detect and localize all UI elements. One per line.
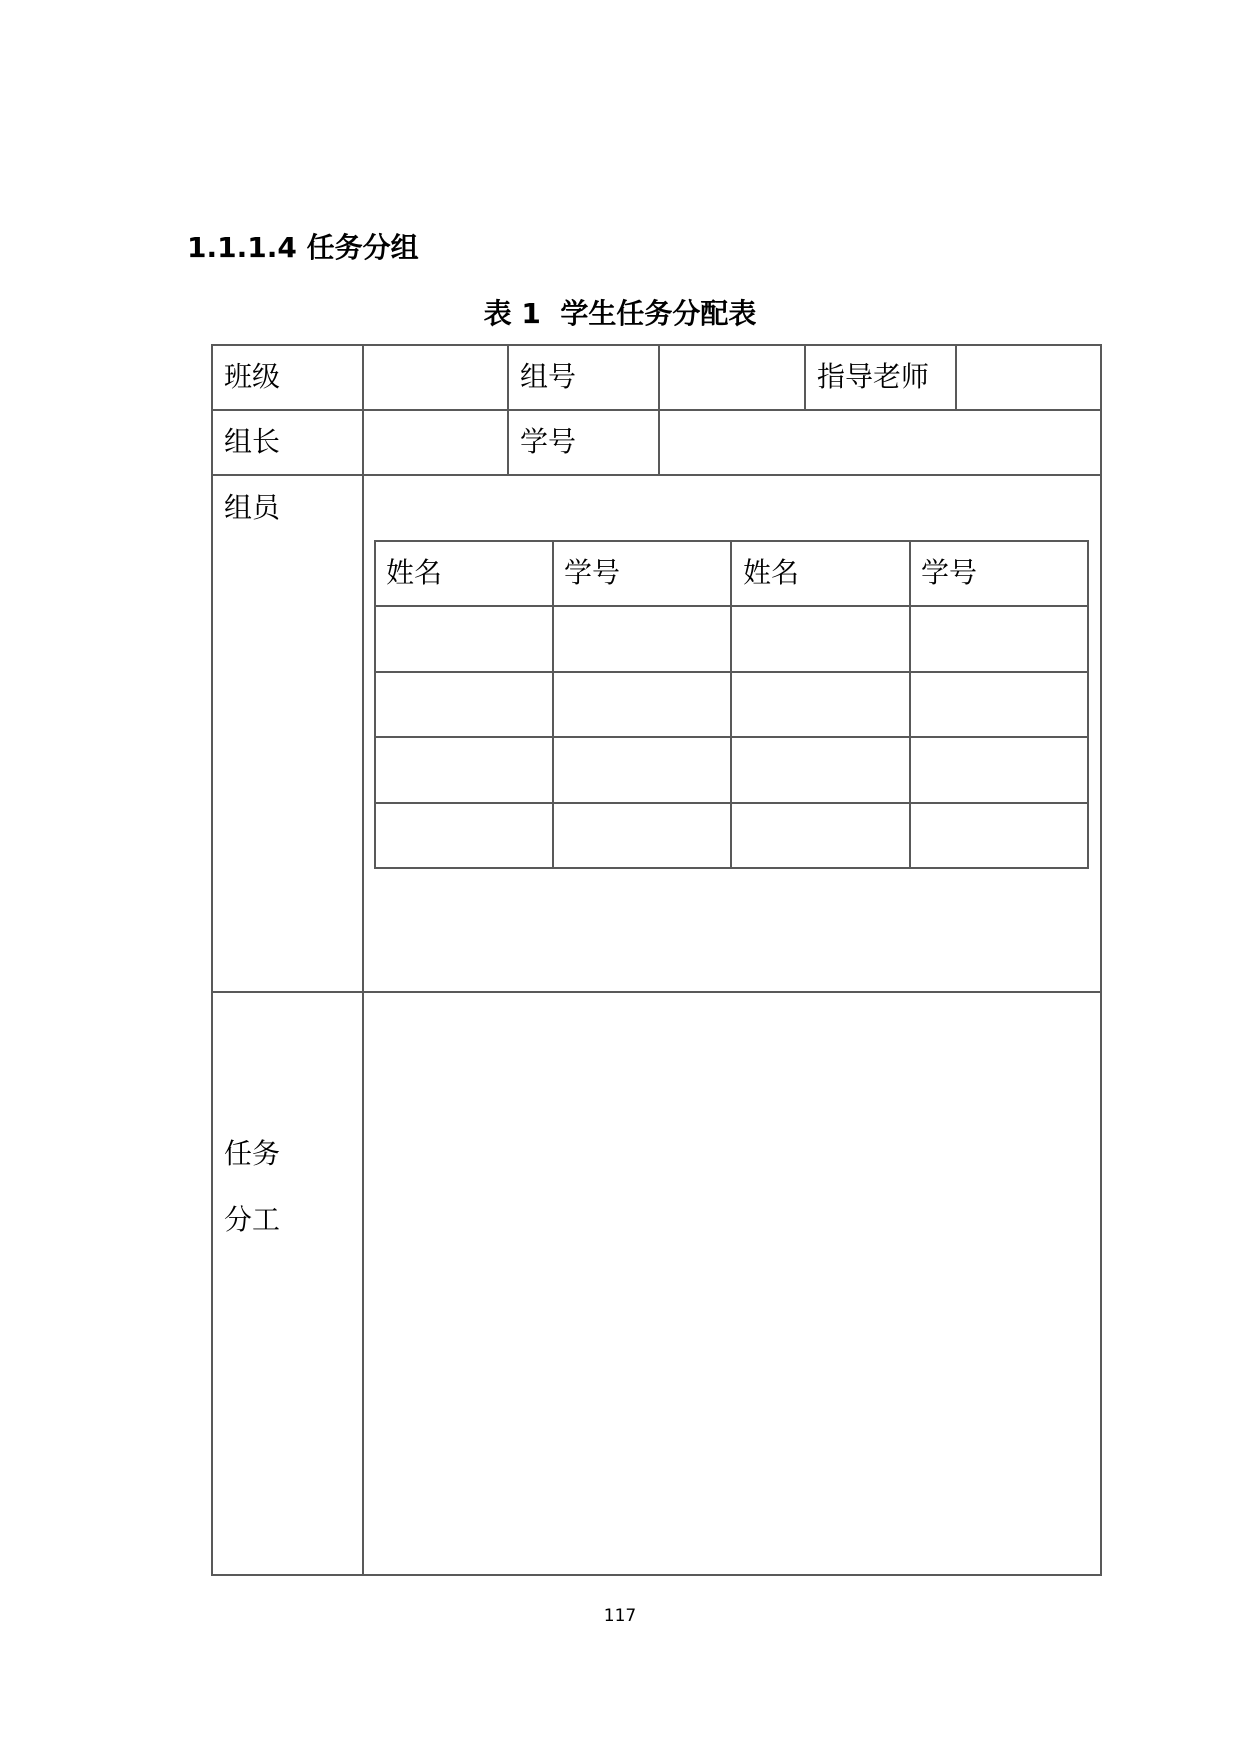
caption-title: 学生任务分配表	[560, 297, 757, 330]
col-divider-b	[658, 344, 660, 476]
members-table-col-0	[374, 540, 376, 869]
advisor-label: 指导老师	[817, 360, 930, 393]
members-table-col-2	[730, 540, 732, 869]
caption-number: 1	[521, 297, 541, 330]
table-border-right	[1100, 344, 1102, 1576]
section-heading	[187, 228, 419, 268]
task-label-line1: 任务	[224, 1137, 281, 1170]
member-header-name-1: 姓名	[386, 556, 443, 589]
row-divider-1	[211, 409, 1102, 411]
class-label: 班级	[224, 360, 281, 393]
caption-prefix: 表	[483, 297, 512, 330]
page-number: 117	[603, 1606, 637, 1626]
table-border-bottom	[211, 1574, 1102, 1576]
label-column-divider	[362, 344, 364, 1576]
table-border-top	[211, 344, 1102, 346]
row-divider-3	[211, 991, 1102, 993]
row-divider-2	[211, 474, 1102, 476]
col-divider-c	[804, 344, 806, 411]
col-divider-a	[507, 344, 509, 476]
member-header-name-2: 姓名	[743, 556, 800, 589]
section-number: 1.1.1.4	[187, 231, 297, 264]
task-label-line2: 分工	[224, 1203, 281, 1236]
group-number-label: 组号	[520, 360, 577, 393]
members-table-col-4	[1087, 540, 1089, 869]
student-id-label: 学号	[520, 425, 577, 458]
table-caption	[0, 294, 1240, 334]
member-header-id-2: 学号	[921, 556, 978, 589]
section-title: 任务分组	[306, 231, 419, 264]
member-header-id-1: 学号	[564, 556, 621, 589]
col-divider-d	[955, 344, 957, 411]
members-table-col-3	[909, 540, 911, 869]
members-label: 组员	[224, 491, 281, 524]
table-border-left	[211, 344, 213, 1576]
members-table-col-1	[552, 540, 554, 869]
group-leader-label: 组长	[224, 425, 281, 458]
